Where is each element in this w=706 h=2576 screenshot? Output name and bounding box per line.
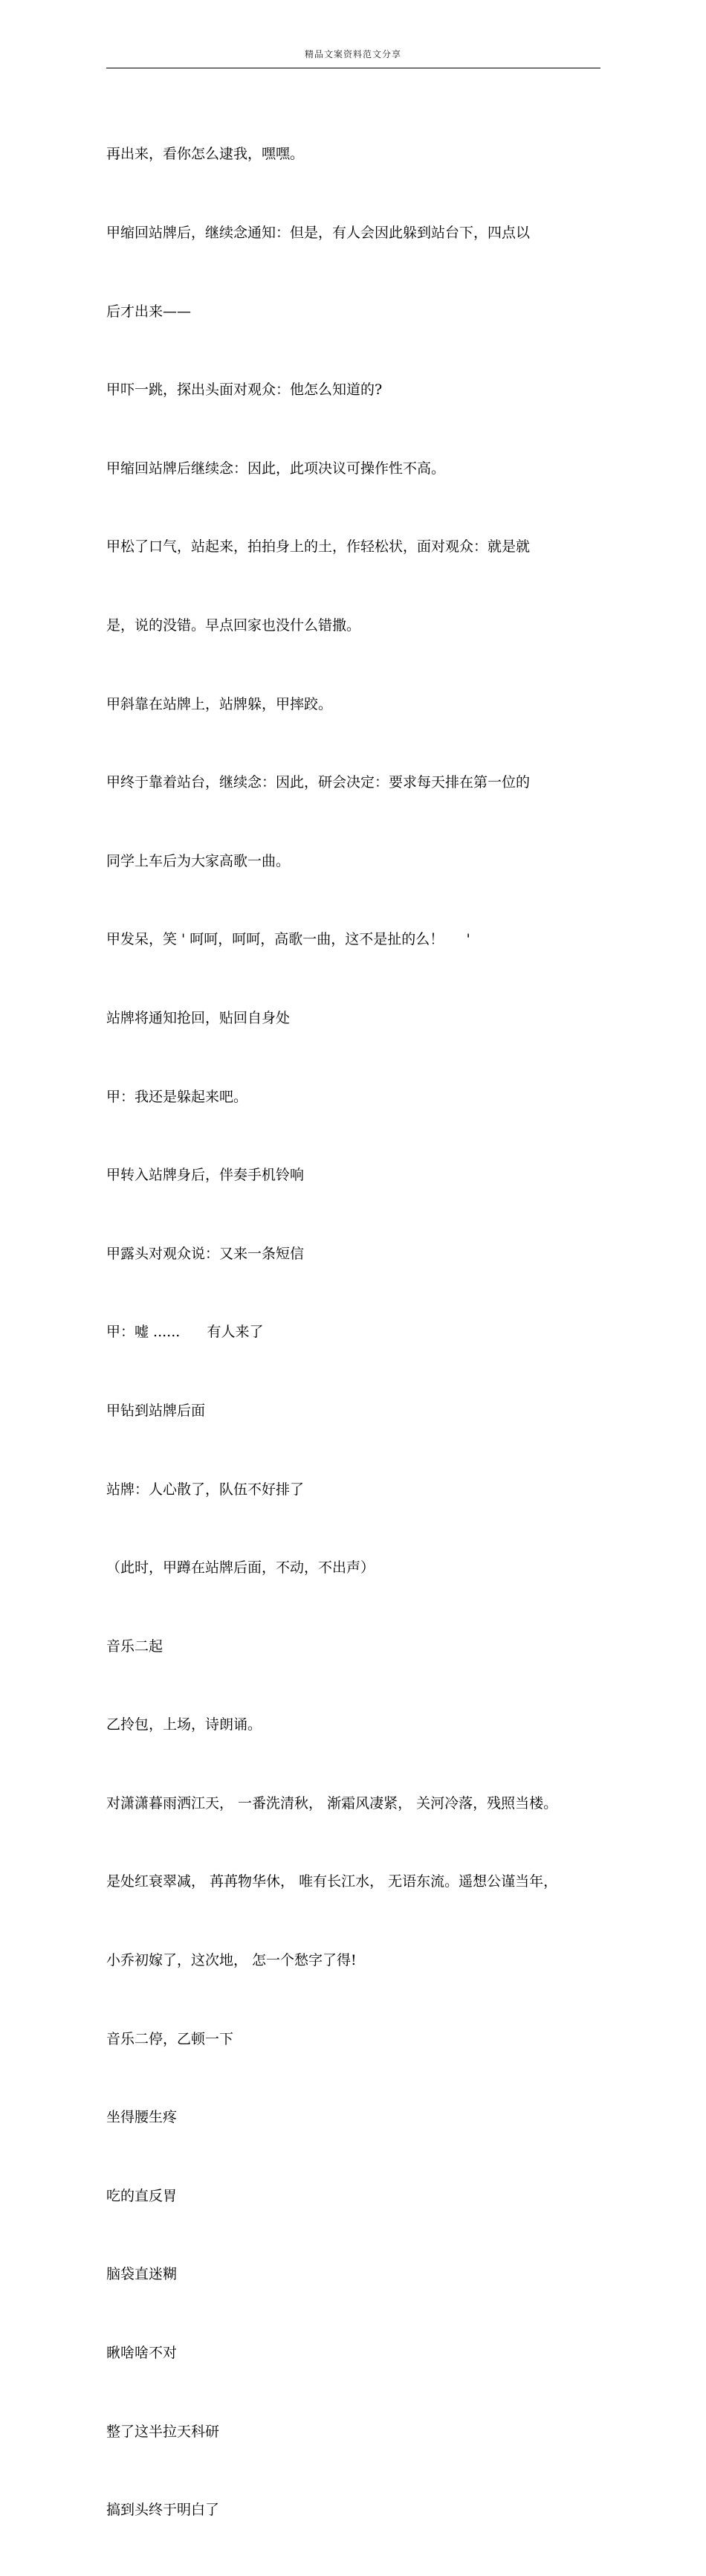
text-line: （此时，甲蹲在站牌后面，不动，不出声）: [106, 1559, 375, 1577]
text-line: 甲吓一跳，探出头面对观众：他怎么知道的?: [106, 381, 383, 399]
text-line: 音乐二起: [106, 1638, 163, 1655]
text-line: 坐得腰生疼: [106, 2109, 178, 2126]
text-line: 站牌：人心散了，队伍不好排了: [106, 1481, 305, 1498]
text-line: 站牌将通知抢回，贴回自身处: [106, 1009, 291, 1026]
text-line: 甲：嘘 ...... 有人来了: [106, 1324, 264, 1341]
text-line: 甲发呆，笑 ' 呵呵，呵呵，高歌一曲，这不是扯的么！ ': [106, 931, 470, 948]
text-line: 瞅啥啥不对: [106, 2345, 178, 2362]
text-line: 甲钻到站牌后面: [106, 1402, 206, 1419]
text-line: 甲缩回站牌后继续念：因此，此项决议可操作性不高。: [106, 460, 446, 477]
script-body: [106, 89, 604, 2576]
text-line: 甲转入站牌身后，伴奏手机铃响: [106, 1167, 305, 1184]
text-line: 甲斜靠在站牌上，站牌躲，甲摔跤。: [106, 695, 333, 712]
text-line: 音乐二停，乙顿一下: [106, 2030, 234, 2047]
text-line: 是，说的没错。早点回家也没什么错撒。: [106, 616, 361, 634]
text-line: 甲缩回站牌后，继续念通知：但是，有人会因此躲到站台下，四点以: [106, 225, 531, 241]
text-line: 小乔初嫁了，这次地， 怎一个愁字了得!: [106, 1952, 357, 1969]
text-line: 再出来，看你怎么逮我，嘿嘿。: [106, 146, 305, 163]
text-line: 是处红衰翠减， 苒苒物华休， 唯有长江水， 无语东流。遥想公谨当年，: [106, 1873, 558, 1890]
text-line: 吃的直反胃: [106, 2187, 178, 2204]
text-line: 后才出来——: [106, 303, 192, 320]
text-line: 乙拎包，上场，诗朗诵。: [106, 1716, 262, 1733]
text-line: 同学上车后为大家高歌一曲。: [106, 852, 291, 869]
text-line: 甲松了口气，站起来，拍拍身上的土，作轻松状，面对观众：就是就: [106, 538, 531, 556]
page-header: 精品文案资料范文分享: [304, 49, 401, 59]
text-line: 搞到头终于明白了: [106, 2502, 220, 2519]
text-line: 脑袋直迷糊: [106, 2266, 178, 2283]
text-line: 甲终于靠着站台，继续念：因此，研会决定：要求每天排在第一位的: [106, 774, 531, 791]
text-line: 整了这半拉天科研: [106, 2423, 220, 2440]
text-line: 甲露头对观众说：又来一条短信: [106, 1245, 305, 1262]
text-line: 甲：我还是躲起来吧。: [106, 1088, 248, 1105]
text-line: 对潇潇暮雨洒江天， 一番洗清秋， 渐霜风凄紧， 关河冷落，残照当楼。: [106, 1794, 558, 1812]
